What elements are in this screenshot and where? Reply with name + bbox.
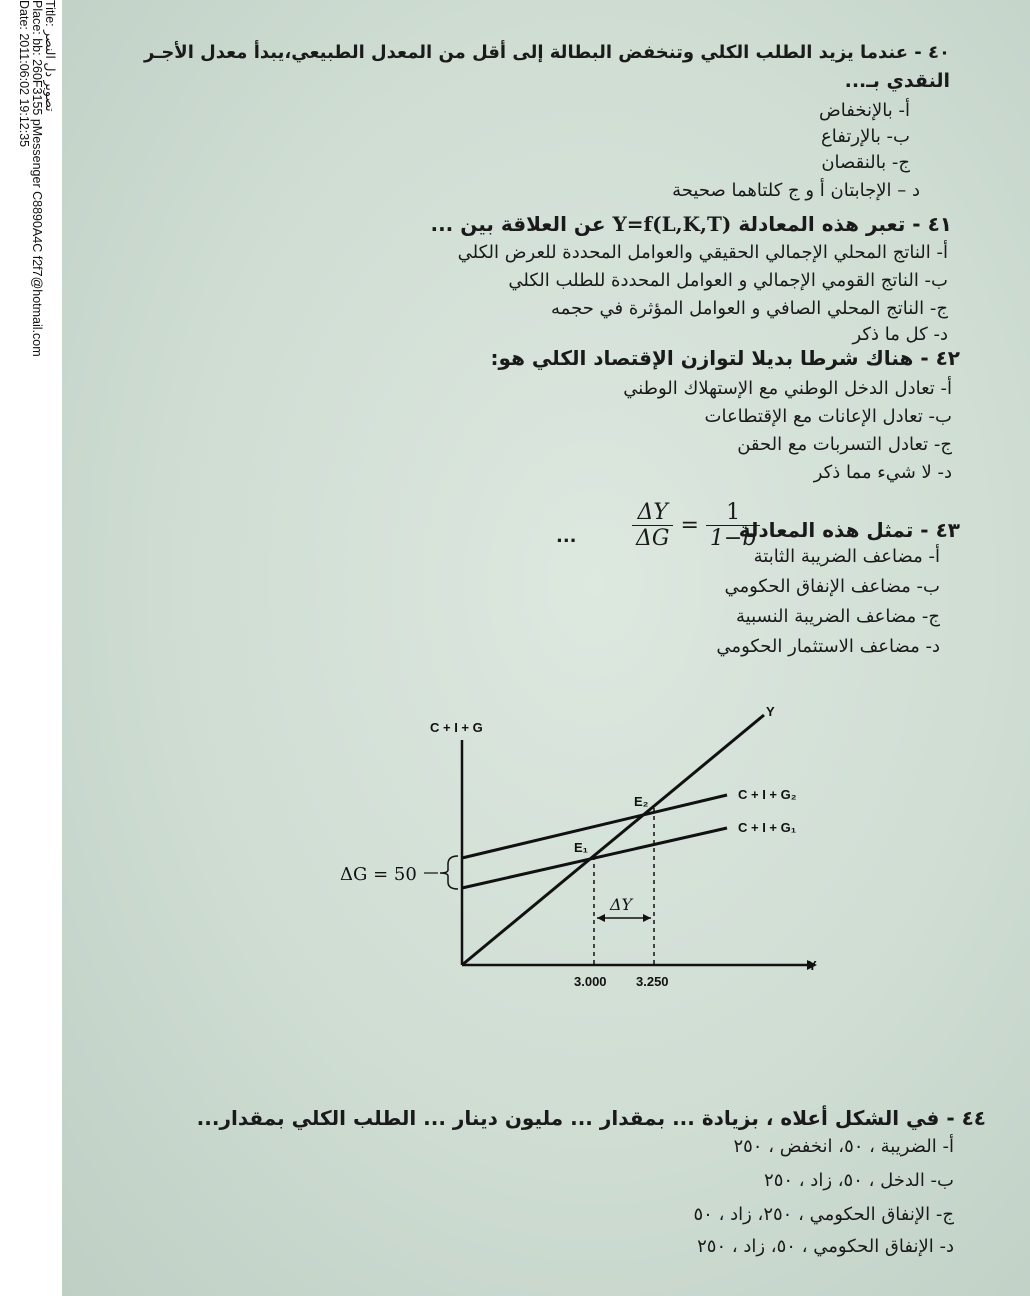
q42-option-a: أ- تعادل الدخل الوطني مع الإستهلاك الوطني	[623, 378, 952, 399]
q43-equals: =	[680, 513, 699, 538]
q40-option-c: ج- بالنقصان	[821, 152, 910, 173]
q43-equation	[632, 500, 760, 551]
delta-y-arrow-right-icon	[643, 914, 651, 922]
q43-one: 1	[706, 500, 761, 526]
line-cig2-label: C + I + G₂	[738, 787, 797, 802]
metadata-title: Title: تصوير دل النصر	[43, 0, 57, 112]
q41-prefix: ٤١ - تعبر هذه المعادلة	[738, 212, 952, 236]
q43-one-minus-b: 1−b	[709, 526, 757, 551]
q43-delta-g: ΔG	[636, 526, 670, 551]
q41-option-b: ب- الناتج القومي الإجمالي و العوامل المحددة للطلب الكلي	[508, 270, 948, 291]
tick-3000: 3.000	[574, 974, 607, 989]
q43-frac-left	[632, 500, 673, 551]
diag-label: Y	[766, 704, 775, 719]
line-cig2	[462, 795, 727, 858]
y-axis-label: C + I + G	[430, 720, 483, 735]
q43-option-c: ج- مضاعف الضريبة النسبية	[736, 606, 940, 627]
q43-option-d: د- مضاعف الاستثمار الحكومي	[716, 636, 940, 657]
q41-option-c: ج- الناتج المحلي الصافي و العوامل المؤثرة في حجمه	[551, 298, 948, 319]
q43-option-b: ب- مضاعف الإنفاق الحكومي	[724, 576, 940, 597]
metadata-date: Date: 2011:06:02 19:12:35	[17, 0, 31, 148]
q41-equation: Y=f(L,K,T)	[612, 212, 732, 236]
metadata-place: Place: bb: 260F3155 pMessenger C8890A4C f2f7@hotmail.com	[30, 0, 44, 357]
q40-option-b: ب- بالإرتفاع	[821, 126, 910, 147]
q44-option-c: ج- الإنفاق الحكومي ، ٢٥٠، زاد ، ٥٠	[693, 1204, 954, 1225]
q44-option-d: د- الإنفاق الحكومي ، ٥٠، زاد ، ٢٥٠	[697, 1236, 954, 1257]
q41-option-d: د- كل ما ذكر	[852, 324, 948, 345]
line-45-degree	[462, 715, 764, 965]
q40-option-d: د – الإجابتان أ و ج كلتاهما صحيحة	[672, 180, 920, 201]
delta-g-brace	[440, 856, 458, 889]
q42-option-d: د- لا شيء مما ذكر	[813, 462, 952, 483]
x-axis-label: Y	[808, 958, 817, 973]
q41-question	[430, 212, 952, 236]
metadata-text	[0, 0, 56, 1290]
q42-question: ٤٢ - هناك شرطا بديلا لتوازن الإقتصاد الكلي هو:	[490, 346, 960, 370]
q44-option-b: ب- الدخل ، ٥٠، زاد ، ٢٥٠	[764, 1170, 954, 1191]
line-cig1-label: C + I + G₁	[738, 820, 797, 835]
q42-option-c: ج- تعادل التسربات مع الحقن	[737, 434, 952, 455]
q40-line1: ٤٠ - عندما يزيد الطلب الكلي وتنخفض البطالة إلى أقل من المعدل الطبيعي،يبدأ معدل الأجـر	[143, 42, 950, 63]
q43-option-a: أ- مضاعف الضريبة الثابتة	[753, 546, 940, 567]
point-e1-label: E₁	[574, 840, 589, 855]
q44-question: ٤٤ - في الشكل أعلاه ، بزيادة ... بمقدار ... مليون دينار ... الطلب الكلي بمقدار...	[196, 1106, 986, 1130]
q43-frac-right	[706, 500, 761, 551]
q43-delta-y: ΔY	[632, 500, 673, 526]
keynesian-cross-graph	[302, 690, 902, 1010]
tick-3250: 3.250	[636, 974, 669, 989]
q41-option-a: أ- الناتج المحلي الإجمالي الحقيقي والعوامل المحددة للعرض الكلي	[457, 242, 948, 263]
q40-option-a: أ- بالإنخفاض	[819, 100, 910, 121]
q41-suffix: عن العلاقة بين ...	[430, 212, 606, 236]
delta-y-arrow-left-icon	[597, 914, 605, 922]
q43-dots: ...	[556, 526, 577, 547]
q44-option-a: أ- الضريبة ، ٥٠، انخفض ، ٢٥٠	[733, 1136, 954, 1157]
point-e2-label: E₂	[634, 794, 649, 809]
photo-metadata-strip	[0, 0, 62, 1296]
exam-page	[62, 0, 1030, 1296]
delta-g-label: ΔG = 50	[340, 864, 417, 885]
delta-y-label: ΔY	[610, 895, 633, 914]
q43-prefix: ٤٣ - تمثل هذه المعادلة	[738, 518, 960, 542]
q42-option-b: ب- تعادل الإعانات مع الإقتطاعات	[704, 406, 952, 427]
q40-line2: النقدي بـ...	[844, 70, 950, 92]
